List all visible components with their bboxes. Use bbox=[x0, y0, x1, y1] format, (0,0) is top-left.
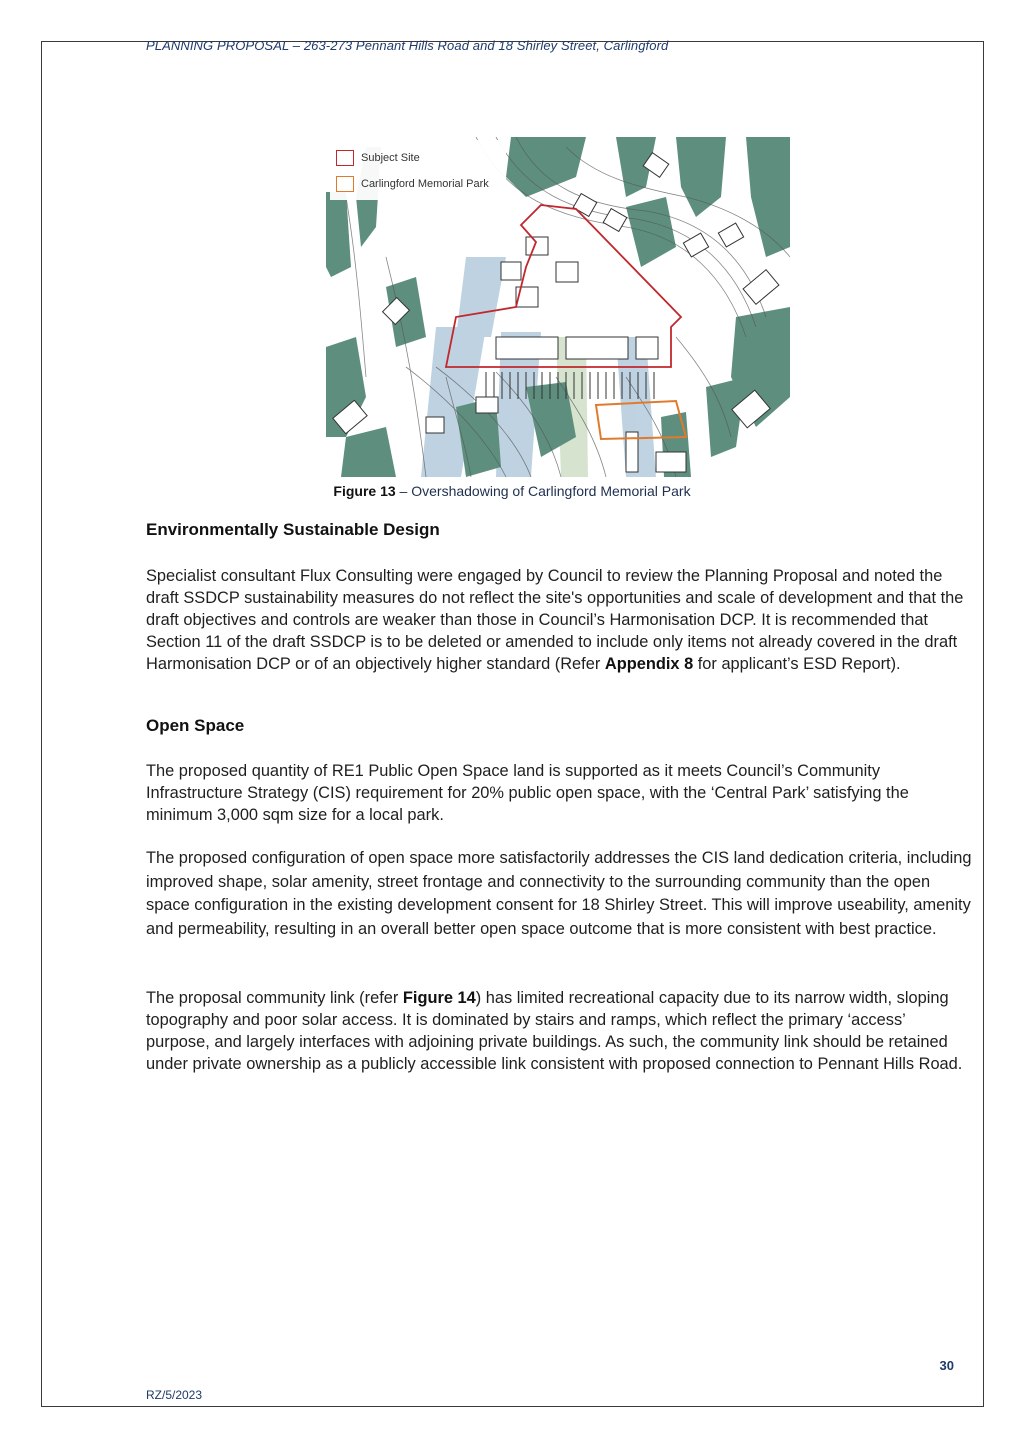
legend-label: Carlingford Memorial Park bbox=[361, 178, 489, 190]
figure-caption bbox=[0, 483, 1024, 499]
map-legend bbox=[330, 140, 506, 200]
page-number: 30 bbox=[939, 1358, 954, 1373]
subject-site-swatch bbox=[336, 150, 354, 166]
os3-text: The proposal community link (refer bbox=[146, 989, 403, 1007]
figure-reference: Figure 14 bbox=[402, 989, 476, 1007]
running-header: PLANNING PROPOSAL – 263-273 Pennant Hills Road and 18 Shirley Street, Carlingford bbox=[146, 38, 669, 53]
esd-text: Specialist consultant Flux Consulting were engaged by Council to review the Planning Proposal and noted the draft SSDCP sustainability measures do not reflect the site's opportunities and scale of development and that the draft objectives and controls are weaker than those in Council’s Harmonisation DCP. It is recommended that Section 11 of the draft SSDCP is to be deleted or amended to include only items not already covered in the draft Harmonisation DCP or of an objectively higher standard (Refer bbox=[146, 567, 964, 673]
open-space-paragraph-3 bbox=[146, 987, 972, 1075]
building-footprint bbox=[566, 337, 628, 359]
open-space-paragraph-1: The proposed quantity of RE1 Public Open Space land is supported as it meets Council’s Community Infrastructure Strategy (CIS) requirement for 20% public open space, with the ‘Central Park’ satisfying the minimum 3,000 sqm size for a local park. bbox=[146, 762, 909, 824]
esd-paragraph bbox=[146, 565, 972, 675]
document-reference: RZ/5/2023 bbox=[146, 1388, 203, 1402]
os3-text-end: ) has limited recreational capacity due to its narrow width, sloping topography and poor solar access. It is dominated by stairs and ramps, which reflect the primary ‘access’ purpose, and largely interfaces with adjoining private buildings. As such, the community link should be retained under private ownership as a publicly accessible link consistent with proposed connection to Pennant Hills Road. bbox=[146, 989, 963, 1073]
building-footprint bbox=[501, 262, 521, 280]
building-footprint bbox=[636, 337, 658, 359]
legend-item-subject-site bbox=[336, 150, 420, 166]
legend-item-memorial-park bbox=[336, 176, 489, 192]
building-footprint bbox=[526, 237, 548, 255]
open-space-paragraph-2: The proposed configuration of open space more satisfactorily addresses the CIS land dedication criteria, including improved shape, solar amenity, street frontage and connectivity to the surrounding community than the open space configuration in the existing development consent for 18 Shirley Street. This will improve useability, amenity and permeability, resulting in an overall better open space outcome that is more consistent with best practice. bbox=[146, 849, 972, 938]
memorial-park-swatch bbox=[336, 176, 354, 192]
esd-text-end: for applicant’s ESD Report). bbox=[693, 655, 901, 673]
esd-heading: Environmentally Sustainable Design bbox=[146, 520, 440, 539]
legend-label: Subject Site bbox=[361, 152, 420, 164]
building-footprint bbox=[476, 397, 498, 413]
appendix-reference: Appendix 8 bbox=[604, 655, 694, 673]
figure-label: Figure 13 bbox=[333, 483, 396, 499]
figure-caption-text: – Overshadowing of Carlingford Memorial Park bbox=[395, 483, 691, 499]
building-footprint bbox=[656, 452, 686, 472]
open-space-heading: Open Space bbox=[146, 716, 245, 735]
building-footprint bbox=[556, 262, 578, 282]
building-footprint bbox=[496, 337, 558, 359]
building-footprint bbox=[426, 417, 444, 433]
